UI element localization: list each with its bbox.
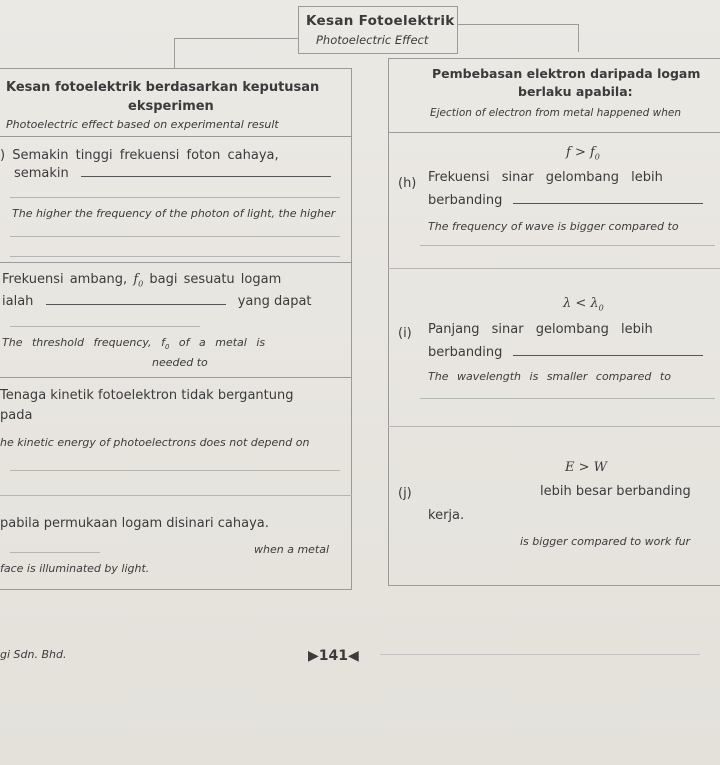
left-box-title-line1: Kesan fotoelektrik berdasarkan keputusan xyxy=(6,80,320,95)
item-h-label: (h) xyxy=(398,176,417,191)
item-g-semakin: semakin xyxy=(14,166,69,181)
item-j-en: is bigger compared to work fur xyxy=(520,535,691,548)
threshold-text-line1: Frekuensi ambang, $f_0$ bagi sesuatu logam xyxy=(2,272,282,289)
formula-f-greater-f0: $f > f_0$ xyxy=(566,145,600,162)
page-number-value: 141 xyxy=(318,648,349,664)
item-j-text-line1: lebih besar berbanding xyxy=(540,484,691,499)
connector-right xyxy=(458,24,578,25)
item-h-en: The frequency of wave is bigger compared to xyxy=(428,220,679,233)
publisher-text: gi Sdn. Bhd. xyxy=(0,648,67,661)
threshold-en-line1: The threshold frequency, $f_0$ of a metal is xyxy=(2,336,266,352)
item-i-text-line2: berbanding xyxy=(428,345,703,360)
header-box-right xyxy=(457,6,458,53)
right-box-title: Pembebasan elektron daripada logam xyxy=(432,66,701,81)
surface-en-a: when a metal xyxy=(254,543,330,556)
item-i-en: The wavelength is smaller compared to xyxy=(428,370,671,383)
section-subtitle: Photoelectric Effect xyxy=(316,33,429,47)
answer-blank[interactable] xyxy=(513,355,703,356)
item-h-text-line1: Frekuensi sinar gelombang lebih xyxy=(428,170,663,185)
connector-left xyxy=(174,38,298,39)
item-j-text-line2: kerja. xyxy=(428,508,465,523)
threshold-symbol: $f_0$ xyxy=(133,272,144,289)
connector-right-drop xyxy=(578,24,579,52)
item-h-text-line2: berbanding xyxy=(428,193,703,208)
item-j-label: (j) xyxy=(398,486,412,501)
item-i-label: (i) xyxy=(398,326,412,341)
item-g-text-line1: ) Semakin tinggi frekuensi foton cahaya, xyxy=(0,148,279,163)
section-title: Kesan Fotoelektrik xyxy=(306,13,455,29)
threshold-text-line2: ialah yang dapat xyxy=(2,294,312,309)
header-box-top xyxy=(298,6,458,7)
answer-blank[interactable] xyxy=(513,203,703,204)
connector-left-drop xyxy=(174,38,175,68)
page-arrow-right-icon: ▶ xyxy=(308,648,319,664)
left-box-title-en: Photoelectric effect based on experimental result xyxy=(6,118,279,131)
item-g-en: The higher the frequency of the photon of light, the higher xyxy=(12,207,336,220)
formula-lambda-less-lambda0: $\lambda < \lambda_0$ xyxy=(563,296,604,313)
page-number xyxy=(308,648,359,664)
right-box-title-en: Ejection of electron from metal happened when xyxy=(430,107,682,119)
page-arrow-left-icon: ◀ xyxy=(348,648,359,664)
kinetic-text-line2: pada xyxy=(0,408,33,423)
surface-en-b: face is illuminated by light. xyxy=(0,562,150,575)
kinetic-text-line1: Tenaga kinetik fotoelektron tidak bergantung xyxy=(0,388,294,403)
kinetic-en: he kinetic energy of photoelectrons does not depend on xyxy=(0,436,310,449)
header-box-bottom xyxy=(298,53,458,54)
left-box-title-line2: eksperimen xyxy=(128,99,214,114)
formula-e-greater-w: E > W xyxy=(565,460,608,475)
answer-blank[interactable] xyxy=(46,304,226,305)
surface-text: pabila permukaan logam disinari cahaya. xyxy=(0,516,269,531)
threshold-en-line2: needed to xyxy=(152,356,208,369)
item-i-text-line1: Panjang sinar gelombang lebih xyxy=(428,322,653,337)
item-g-text-line2 xyxy=(14,166,331,181)
answer-blank[interactable] xyxy=(81,176,331,177)
header-box-left xyxy=(298,6,299,53)
right-box-title2: berlaku apabila: xyxy=(518,84,633,99)
